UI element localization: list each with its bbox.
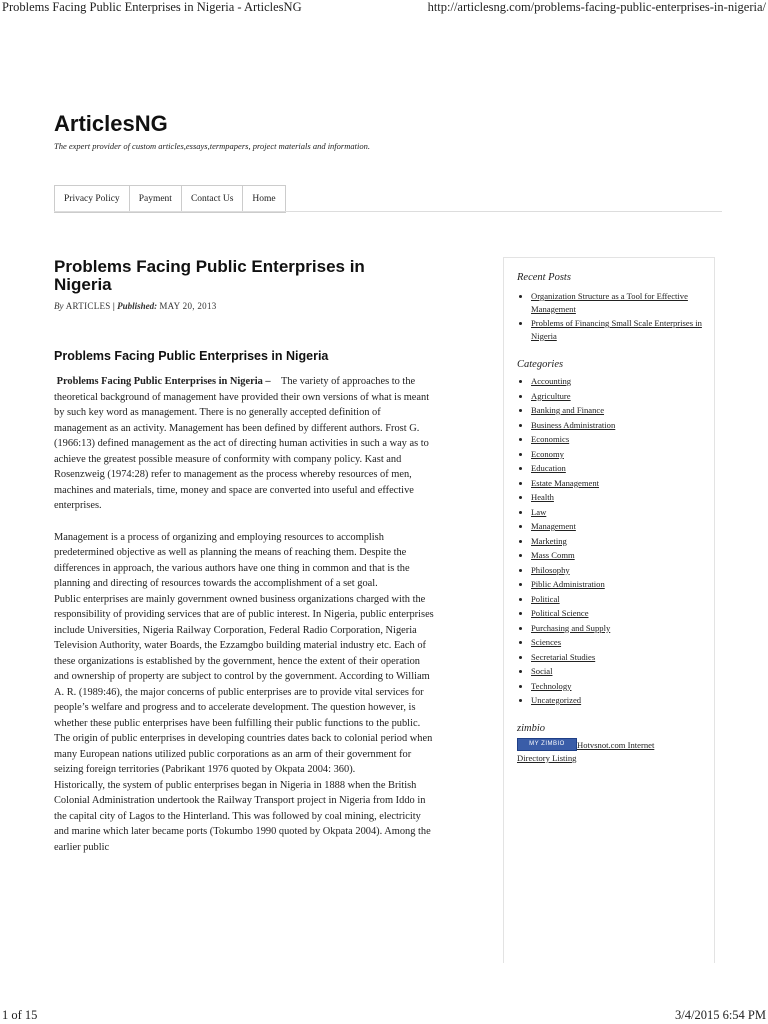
- list-item: [531, 548, 615, 563]
- divider: [54, 211, 722, 212]
- list-item: [531, 461, 615, 476]
- byline: [54, 301, 217, 311]
- site-tagline: The expert provider of custom articles,essays,termpapers, project materials and information.: [54, 141, 370, 151]
- list-item: [531, 592, 615, 607]
- nav-contact-us[interactable]: Contact Us: [182, 186, 243, 212]
- list-item: [531, 447, 615, 462]
- list-item: [531, 664, 615, 679]
- category-link[interactable]: Economy: [531, 448, 564, 459]
- paragraph: Public enterprises are mainly government owned business organizations charged with the responsibility of providing services that are of public interest. In Nigeria, public enterprises include Universities, Nigeria Railway Corporation, Federal Radio Corporation, Nigeria Television Authority, water Boards, the Ezzamgbo building material industry etc. Each of these organizations is established by the government, hence the extent of their operation and ownership of property are subject to control by the government. According to William A. R. (1989:46), the major concerns of public enterprises are to provide vital services for people’s welfare and progress and to accelerate development. The question however, is whether these public enterprises have been fulfilling their public functions to the public.: [54, 593, 434, 729]
- list-item: [531, 534, 615, 549]
- category-link[interactable]: Banking and Finance: [531, 405, 605, 415]
- lead-bold: Problems Facing Public Enterprises in Nigeria –: [56, 376, 271, 387]
- category-link[interactable]: Mass Comm: [531, 550, 575, 560]
- list-item: [531, 650, 615, 665]
- category-link[interactable]: Purchasing and Supply: [531, 622, 611, 633]
- category-link[interactable]: Estate Management: [531, 477, 600, 488]
- category-link[interactable]: Agriculture: [531, 390, 571, 401]
- list-item: [531, 374, 615, 389]
- lead-paragraph: [54, 374, 436, 514]
- lead-text: The variety of approaches to the theoretical background of management have provided their own versions of what is meant by such key word as management. There is no generally accepted definition of management as an activity. Management has been defined by different authors. Frost G. (1966:13) defined management as the act of directing human activities in such a way as to achieve the greatest possible measure of conformity with company policy. Kast and Rosenzweig (1974:28) refer to management as the process whereby resources of men, machines and materials, time, money and space are converted into useful and effective enterprises.: [54, 376, 430, 511]
- category-link[interactable]: Accounting: [531, 376, 572, 386]
- author-link[interactable]: ARTICLES: [65, 301, 111, 311]
- category-link[interactable]: Philosophy: [531, 564, 570, 575]
- directory-listing-link[interactable]: Hotvsnot.com Internet Directory Listing: [517, 740, 655, 763]
- category-link[interactable]: Social: [531, 666, 553, 676]
- category-link[interactable]: Business Administration: [531, 419, 616, 430]
- paragraph: Management is a process of organizing and employing resources to accomplish predetermined objective as well as planning the means of reaching them. Despite the differences in approach, the various authors have one thing in common and that is the planning and directing of resources towards the accomplishment of a set goal.: [54, 531, 410, 589]
- category-link[interactable]: Marketing: [531, 535, 567, 546]
- print-url: http://articlesng.com/problems-facing-public-enterprises-in-nigeria/: [427, 0, 766, 14]
- category-link[interactable]: Health: [531, 492, 554, 502]
- list-item: [531, 635, 615, 650]
- list-item: [531, 389, 615, 404]
- category-link[interactable]: Political: [531, 593, 560, 604]
- recent-post-link[interactable]: Problems of Financing Small Scale Enterprises in Nigeria: [531, 318, 702, 341]
- print-footer: [0, 1008, 768, 1022]
- category-link[interactable]: Piblic Administration: [531, 579, 605, 589]
- post-body: [54, 374, 436, 855]
- list-item: [531, 505, 615, 520]
- list-item: [531, 476, 615, 491]
- nav-payment[interactable]: Payment: [130, 186, 182, 212]
- list-item: [531, 418, 615, 433]
- category-link[interactable]: Uncategorized: [531, 695, 582, 705]
- print-page-title: Problems Facing Public Enterprises in Nigeria - ArticlesNG: [2, 0, 302, 14]
- zimbio-directory-text: [517, 739, 687, 765]
- list-item: [531, 432, 615, 447]
- category-link[interactable]: Management: [531, 521, 576, 531]
- list-item: [531, 519, 615, 534]
- list-item: [531, 679, 615, 694]
- post-title: Problems Facing Public Enterprises in Nigeria: [54, 257, 365, 294]
- sidebar: [503, 257, 715, 963]
- list-item: [531, 403, 615, 418]
- categories-heading: Categories: [517, 359, 564, 370]
- post-date: MAY 20, 2013: [159, 301, 217, 311]
- recent-post-link[interactable]: Organization Structure as a Tool for Effective Management: [531, 291, 688, 314]
- recent-posts-heading: Recent Posts: [517, 272, 571, 283]
- category-link[interactable]: Law: [531, 506, 547, 517]
- print-timestamp: 3/4/2015 6:54 PM: [675, 1008, 766, 1022]
- list-item: [531, 693, 615, 708]
- by-label: By: [54, 301, 64, 311]
- recent-posts-list: [517, 290, 709, 344]
- category-link[interactable]: Economics: [531, 434, 570, 444]
- zimbio-badge[interactable]: MY ZIMBIO: [517, 738, 577, 751]
- post-subheading: Problems Facing Public Enterprises in Nigeria: [54, 349, 329, 363]
- nav-home[interactable]: Home: [243, 186, 285, 212]
- categories-list: [517, 374, 615, 708]
- paragraph: The origin of public enterprises in developing countries dates back to colonial period when many European nations utilized public corporations as an arm of their government for seizing foreign territories (Pabrikant 1976 quoted by Okpata 2004: 360).: [54, 733, 433, 775]
- list-item: [531, 290, 709, 315]
- list-item: [531, 317, 709, 342]
- zimbio-heading: zimbio: [517, 723, 546, 734]
- nav-privacy-policy[interactable]: Privacy Policy: [55, 186, 130, 212]
- category-link[interactable]: Technology: [531, 680, 572, 691]
- page-count: 1 of 15: [2, 1008, 38, 1022]
- main-nav: [54, 185, 286, 213]
- list-item: [531, 577, 615, 592]
- list-item: [531, 606, 615, 621]
- print-header: [0, 0, 768, 14]
- published-label: | Published:: [112, 301, 158, 311]
- category-link[interactable]: Sciences: [531, 637, 562, 647]
- paragraph: Historically, the system of public enterprises began in Nigeria in 1888 when the British Colonial Administration undertook the Railway Transport project in Nigeria from Iddo in the capital city of Lagos to the Hinterland. This was followed by coal mining, electricity and marine which later became ports (Tokumbo 1990 quoted by Okpata 2004). Among the earlier public: [54, 779, 431, 853]
- list-item: [531, 621, 615, 636]
- category-link[interactable]: Secretarial Studies: [531, 651, 596, 662]
- list-item: [531, 563, 615, 578]
- site-title[interactable]: ArticlesNG: [54, 111, 168, 136]
- category-link[interactable]: Education: [531, 463, 566, 473]
- list-item: [531, 490, 615, 505]
- category-link[interactable]: Political Science: [531, 608, 589, 618]
